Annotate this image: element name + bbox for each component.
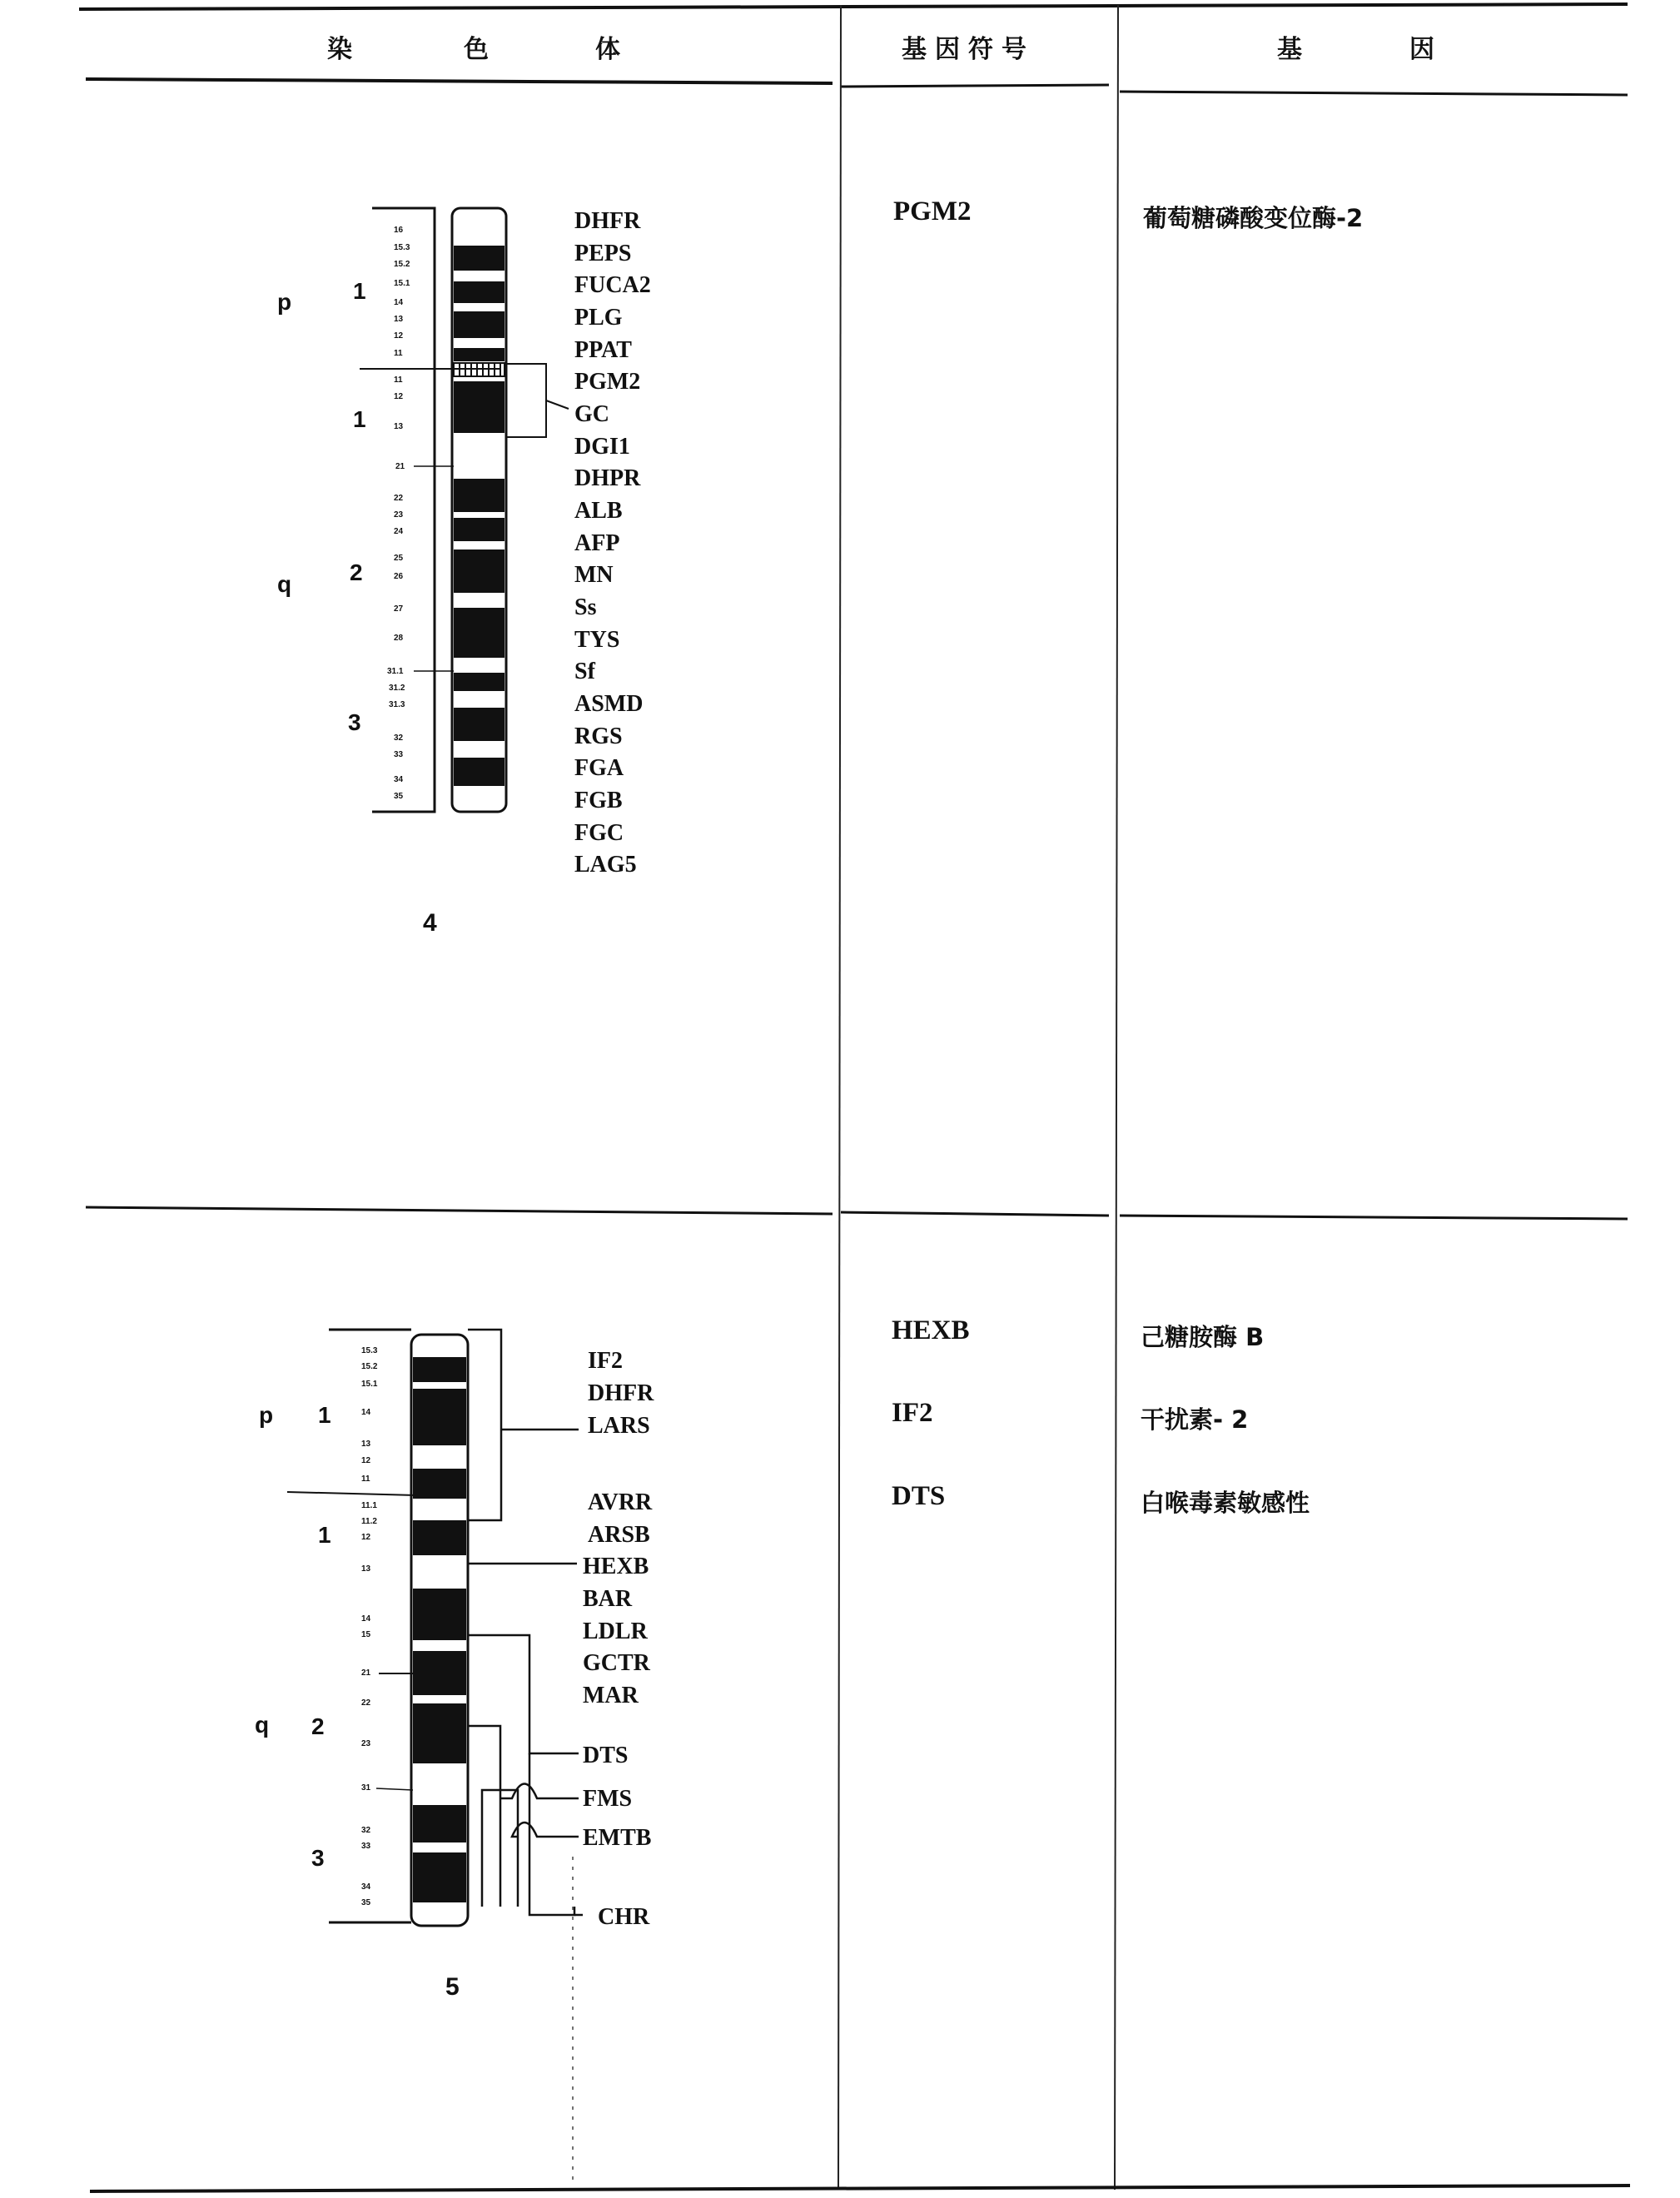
band-label: 15.2 xyxy=(361,1362,378,1371)
gene-name: 干扰素- 2 xyxy=(1141,1405,1249,1434)
header-gene-char-2: 因 xyxy=(1409,35,1436,64)
gene-label: BAR xyxy=(583,1586,633,1612)
band-label: 13 xyxy=(394,422,404,431)
band-label: 24 xyxy=(394,527,404,536)
gene-label: IF2 xyxy=(588,1348,623,1374)
chr4-p-arm-label: p xyxy=(277,289,292,315)
chr4-region-label: 3 xyxy=(348,709,361,735)
band-label: 15.1 xyxy=(361,1380,378,1389)
band-label: 31.2 xyxy=(389,684,405,693)
band-label: 11 xyxy=(394,375,403,385)
band-label: 21 xyxy=(361,1668,371,1678)
band-label: 15.1 xyxy=(394,279,410,288)
header-chromosome-char-3: 体 xyxy=(595,35,622,64)
band-label: 31 xyxy=(361,1783,371,1793)
chr5-region-label: 1 xyxy=(318,1402,331,1428)
band-label: 15.3 xyxy=(361,1346,378,1355)
gene-name: 己糖胺酶 B xyxy=(1141,1323,1265,1351)
gene-label: Ss xyxy=(574,594,597,620)
gene-symbol: DTS xyxy=(892,1481,946,1511)
chr4-region-label: 2 xyxy=(350,559,363,585)
gene-label: DTS xyxy=(583,1743,629,1768)
band-label: 22 xyxy=(394,494,404,503)
gene-label: PEPS xyxy=(574,241,632,266)
gene-label: FGC xyxy=(574,820,624,846)
band-label: 26 xyxy=(394,572,404,581)
band-label: 31.1 xyxy=(387,667,404,676)
gene-name: 白喉毒素敏感性 xyxy=(1141,1489,1310,1517)
header-chromosome-char-1: 染 xyxy=(327,35,354,64)
band-label: 32 xyxy=(361,1826,371,1835)
chr5-region-label: 3 xyxy=(311,1845,325,1871)
chromosome-5-ideogram xyxy=(0,0,841,2190)
band-label: 13 xyxy=(361,1440,371,1449)
gene-label: GC xyxy=(574,401,609,427)
gene-label: DGI1 xyxy=(574,434,630,460)
band-label: 32 xyxy=(394,733,404,743)
gene-label: LDLR xyxy=(583,1619,648,1644)
chromosome-number: 4 xyxy=(423,909,437,937)
chr4-q-arm-label: q xyxy=(277,571,292,597)
gene-label: PGM2 xyxy=(574,369,641,395)
band-label: 35 xyxy=(394,792,404,801)
band-label: 12 xyxy=(394,331,404,341)
gene-label: Sf xyxy=(574,659,595,684)
band-label: 11.2 xyxy=(361,1517,377,1526)
gene-symbol: HEXB xyxy=(892,1315,970,1345)
band-label: 33 xyxy=(361,1842,371,1851)
band-label: 23 xyxy=(394,510,404,520)
gene-label: AVRR xyxy=(588,1489,653,1515)
band-label: 31.3 xyxy=(389,700,405,709)
gene-name: 葡萄糖磷酸变位酶-2 xyxy=(1143,204,1364,232)
gene-label: CHR xyxy=(598,1904,650,1930)
band-label: 35 xyxy=(361,1898,371,1907)
chr5-p-arm-label: p xyxy=(259,1402,274,1428)
band-label: 14 xyxy=(361,1408,371,1417)
band-label: 13 xyxy=(361,1564,371,1574)
band-label: 25 xyxy=(394,554,404,563)
gene-symbol: PGM2 xyxy=(893,196,972,226)
band-label: 12 xyxy=(361,1533,371,1542)
gene-label: MN xyxy=(574,562,614,588)
band-label: 16 xyxy=(394,226,404,235)
gene-label: HEXB xyxy=(583,1554,649,1579)
gene-label: LARS xyxy=(588,1413,650,1439)
band-label: 12 xyxy=(394,392,404,401)
gene-label: GCTR xyxy=(583,1650,650,1676)
chr5-q-arm-label: q xyxy=(255,1712,270,1738)
band-label: 27 xyxy=(394,604,404,614)
band-label: 28 xyxy=(394,634,404,643)
gene-label: PLG xyxy=(574,305,623,331)
band-label: 13 xyxy=(394,315,404,324)
gene-label: ALB xyxy=(574,498,623,524)
gene-symbol: IF2 xyxy=(892,1398,933,1428)
gene-label: DHFR xyxy=(588,1380,654,1406)
band-label: 14 xyxy=(394,298,404,307)
band-label: 15.3 xyxy=(394,243,410,252)
chr4-region-label: 1 xyxy=(353,278,366,304)
band-label: 12 xyxy=(361,1456,371,1465)
gene-label: DHFR xyxy=(574,208,641,234)
gene-label: AFP xyxy=(574,530,620,556)
band-label: 11 xyxy=(361,1474,370,1484)
band-label: 33 xyxy=(394,750,404,759)
band-label: 23 xyxy=(361,1739,371,1748)
band-label: 34 xyxy=(394,775,404,784)
gene-label: FGB xyxy=(574,788,623,813)
header-gene-char-1: 基 xyxy=(1277,35,1304,64)
chr5-region-label: 1 xyxy=(318,1522,331,1548)
gene-label: FMS xyxy=(583,1786,633,1812)
band-label: 11 xyxy=(394,349,403,358)
gene-label: EMTB xyxy=(583,1825,652,1851)
band-label: 15.2 xyxy=(394,260,410,269)
gene-label: LAG5 xyxy=(574,852,637,878)
chr4-region-label: 1 xyxy=(353,406,366,432)
band-label: 22 xyxy=(361,1698,371,1708)
gene-label: RGS xyxy=(574,724,623,749)
header-chromosome-char-2: 色 xyxy=(464,35,490,64)
chromosome-number: 5 xyxy=(445,1973,460,2001)
chr5-region-label: 2 xyxy=(311,1713,325,1739)
band-label: 14 xyxy=(361,1614,371,1624)
gene-label: PPAT xyxy=(574,337,632,363)
gene-label: ASMD xyxy=(574,691,644,717)
gene-label: MAR xyxy=(583,1683,639,1708)
band-label: 11.1 xyxy=(361,1501,377,1510)
band-label: 15 xyxy=(361,1630,371,1639)
header-gene-symbol: 基因符号 xyxy=(902,35,1035,64)
band-label: 34 xyxy=(361,1882,371,1892)
gene-label: FUCA2 xyxy=(574,272,651,298)
band-label: 21 xyxy=(395,462,405,471)
gene-label: FGA xyxy=(574,755,624,781)
gene-label: DHPR xyxy=(574,465,641,491)
gene-label: TYS xyxy=(574,627,620,653)
gene-label: ARSB xyxy=(588,1522,650,1548)
